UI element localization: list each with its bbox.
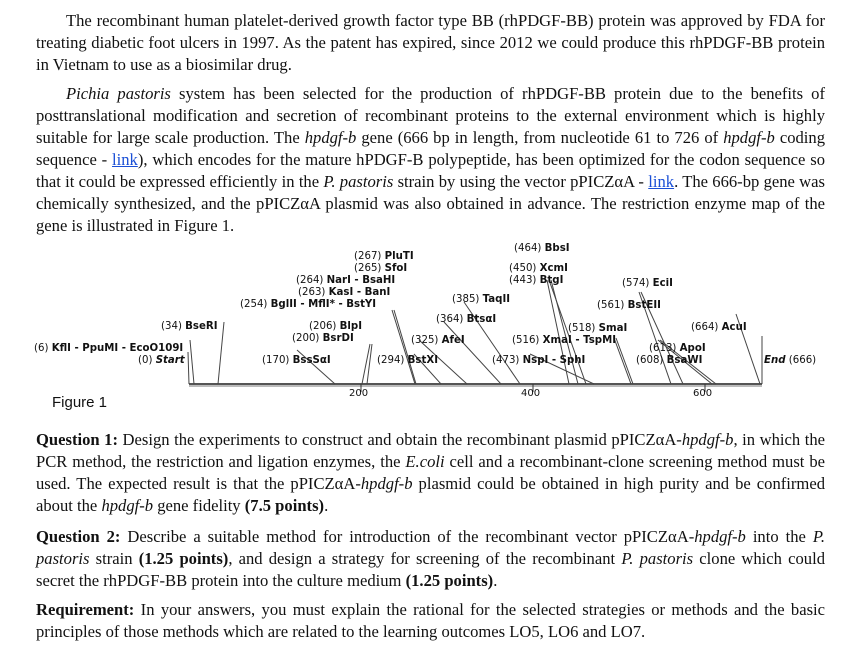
gene-term: hpdgf-b <box>360 474 413 493</box>
tick-label-600: 600 <box>693 388 713 399</box>
text-run: . The 666-bp gene was chemically synthesized, and the pPICZαA plasmid was also obtained in advance. The restriction enzyme map of the gene is illustrated in Figure 1. <box>36 172 825 235</box>
gene-term: hpdgf-b <box>101 496 154 515</box>
restriction-map-figure <box>34 240 824 420</box>
pichia-term: P. pastoris <box>36 527 825 568</box>
site-labels <box>34 243 816 366</box>
tick-label-400: 400 <box>521 388 541 399</box>
site-label-apoi: (613) ApoI <box>649 343 706 354</box>
gene-term: hpdgf-b <box>694 527 746 546</box>
text-run: In your answers, you must explain the rational for the selected strategies or methods and the basic principles of those methods which are related to the learning outcomes LO5, LO6 and LO7. <box>36 600 825 641</box>
points-badge: (1.25 points) <box>138 549 229 568</box>
site-label-acui: (664) AcuI <box>691 322 747 333</box>
site-label-ecii: (574) EciI <box>622 278 673 289</box>
pichia-term: Pichia pastoris <box>66 84 171 103</box>
gene-term: hpdgf-b <box>681 430 734 449</box>
site-label-xcmi: (450) XcmI <box>509 263 568 274</box>
figure-caption: Figure 1 <box>52 394 108 411</box>
site-label-xmai: (516) XmaI - TspMI <box>512 335 616 346</box>
site-label-nspi: (473) NspI - SphI <box>492 355 586 366</box>
requirement <box>36 599 825 643</box>
text-run: , in which the PCR method, the restriction and ligation enzymes, the <box>36 430 825 471</box>
site-label-bsteii: (561) BstEII <box>597 300 661 311</box>
site-label-start: (0) Start <box>138 355 185 366</box>
site-label-bsssai: (170) BssSαI <box>262 355 331 366</box>
vector-link[interactable]: link <box>648 172 675 191</box>
site-label-btgi: (443) BtgI <box>509 275 564 286</box>
pichia-term: P. pastoris <box>621 549 694 568</box>
text-run: ), which encodes for the mature hPDGF-B polypeptide, has been optimized for the codon sequence so that it could be expressed efficiently in the <box>36 150 825 191</box>
intro-text: The recombinant human platelet-derived growth factor type BB (rhPDGF-BB) protein was approved by FDA for treating diabetic foot ulcers in 1997. As the patent has expired, since 2012 we could produce this rhPDGF-BB protein in Vietnam to use as a biosimilar drug. <box>36 11 825 74</box>
site-label-pluti: (267) PluTI <box>354 251 414 262</box>
text-run: . <box>324 496 329 515</box>
points-badge: (7.5 points) <box>244 496 325 515</box>
text-run: plasmid could be obtained in high purity and be confirmed about the <box>36 474 825 515</box>
intro-paragraph <box>36 10 825 76</box>
text-run: , and design a strategy for screening of the recombinant <box>228 549 622 568</box>
text-run: cell and a recombinant-clone screening method must be used. The expected result is that the pPICZαA- <box>36 452 825 493</box>
gene-term: hpdgf-b <box>304 128 357 147</box>
site-label-kasi: (263) KasI - BanI <box>298 287 391 298</box>
site-label-btsai: (364) BtsαI <box>436 314 497 325</box>
requirement-label: Requirement: <box>36 600 135 619</box>
ecoli-term: E.coli <box>405 452 445 471</box>
points-badge: (1.25 points) <box>405 571 494 590</box>
text-run: coding sequence - <box>36 128 826 169</box>
site-label-bseri: (34) BseRI <box>161 321 218 332</box>
question-1-label: Question 1: <box>36 430 118 449</box>
site-label-bsawi: (608) BsaWI <box>636 355 703 366</box>
question-2-label: Question 2: <box>36 527 121 546</box>
site-label-blpi: (206) BlpI <box>309 321 362 332</box>
text-run: into the <box>745 527 813 546</box>
text-run: . <box>493 571 498 590</box>
pichia-paragraph <box>36 83 825 237</box>
text-run: strain <box>89 549 139 568</box>
text-run: Describe a suitable method for introduction of the recombinant vector pPICZαA- <box>120 527 695 546</box>
site-label-bglii: (254) BglII - MflI* - BstYI <box>240 299 377 310</box>
site-label-kfli: (6) KflI - PpuMI - EcoO109I <box>34 343 184 354</box>
site-label-afei: (325) AfeI <box>411 335 465 346</box>
coding-sequence-link[interactable]: link <box>112 150 138 169</box>
site-label-taqii: (385) TaqII <box>452 294 511 305</box>
site-label-nari: (264) NarI - BsaHI <box>296 275 396 286</box>
site-label-end: End (666) <box>764 355 817 366</box>
tick-label-200: 200 <box>349 388 369 399</box>
text-run: clone which could secret the rhPDGF-BB protein into the culture medium <box>36 549 825 590</box>
question-1 <box>36 429 825 517</box>
text-run: strain by using the vector pPICZαA - <box>393 172 649 191</box>
text-run: Design the experiments to construct and obtain the recombinant plasmid pPICZαA- <box>118 430 682 449</box>
site-label-bsrdi: (200) BsrDI <box>292 333 354 344</box>
site-label-bstxi: (294) BstXI <box>377 355 438 366</box>
text-run: gene fidelity <box>153 496 245 515</box>
text-run: system has been selected for the production of rhPDGF-BB protein due to the benefits of posttranslational modification and secretion of recombinant proteins to the external environment which is highly suitable for large scale production. The <box>36 84 826 147</box>
site-label-smai: (518) SmaI <box>568 323 628 334</box>
question-2 <box>36 526 825 592</box>
pichia-term: P. pastoris <box>323 172 394 191</box>
text-run: gene (666 bp in length, from nucleotide 61 to 726 of <box>356 128 724 147</box>
site-label-sfoi: (265) SfoI <box>354 263 408 274</box>
site-label-bbsi: (464) BbsI <box>514 243 570 254</box>
gene-term: hpdgf-b <box>723 128 775 147</box>
